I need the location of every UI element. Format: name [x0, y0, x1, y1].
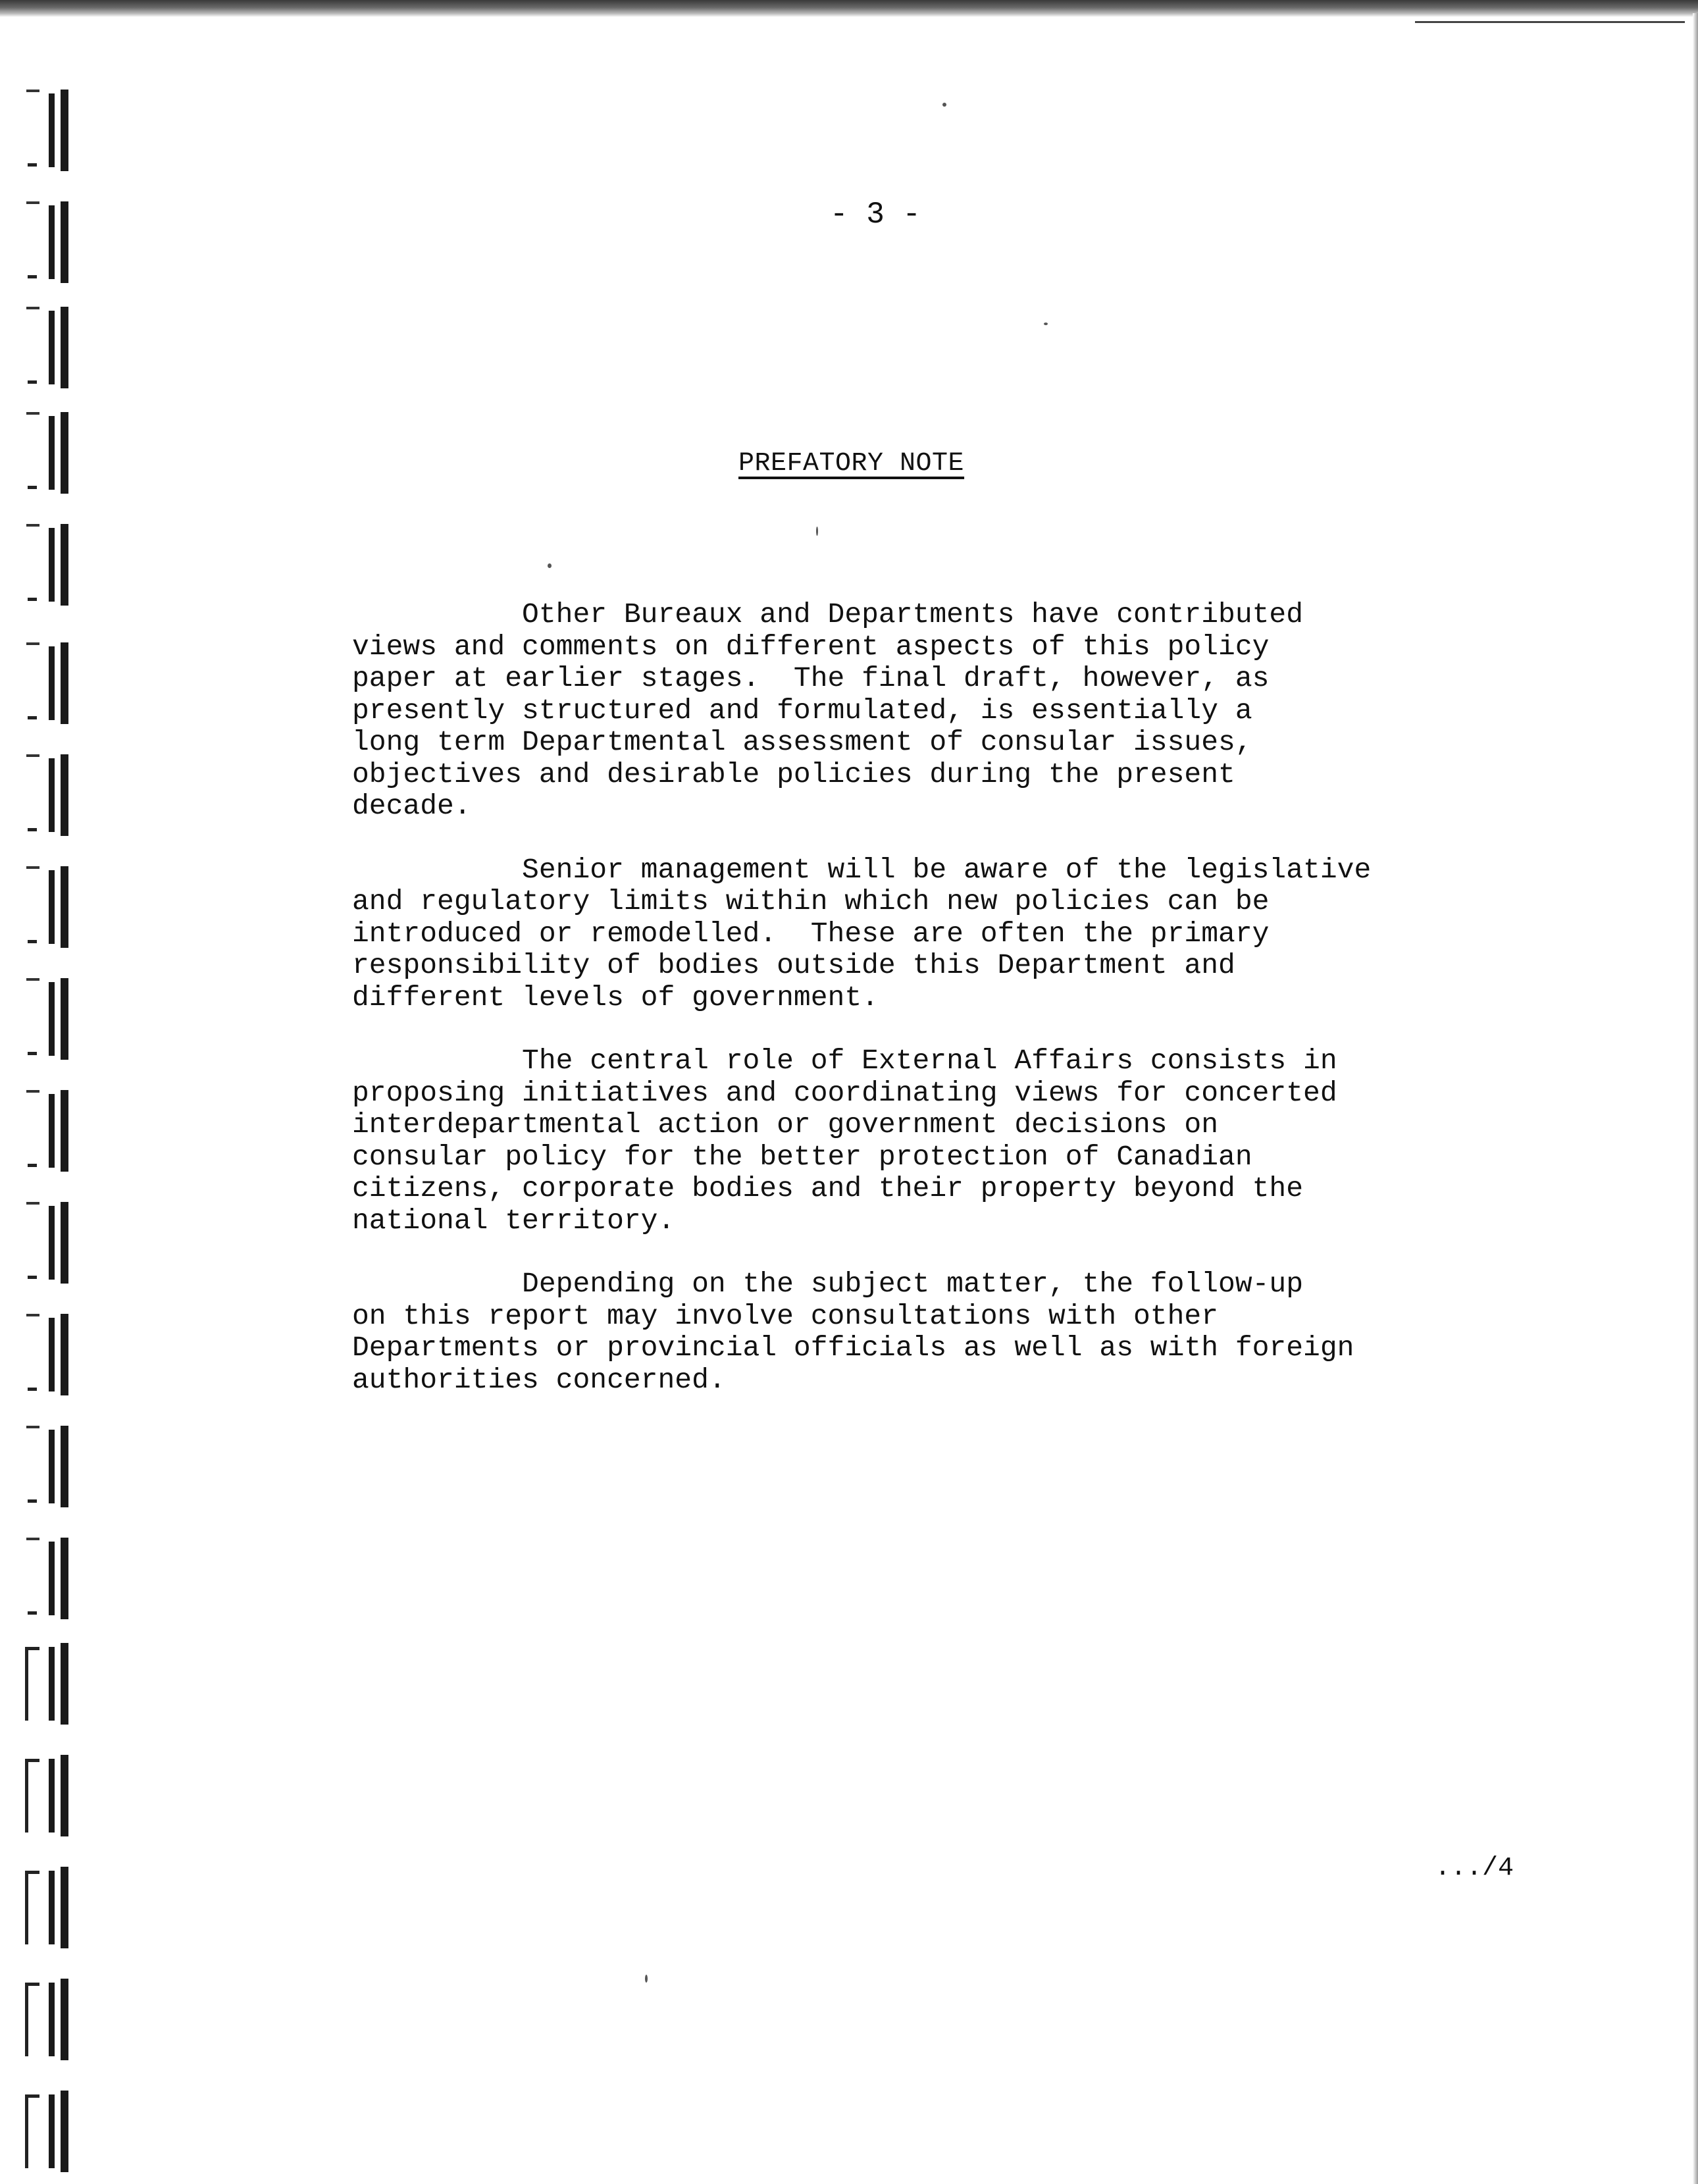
binding-hole [20, 1079, 79, 1178]
binding-hole [20, 1303, 79, 1402]
body-text [352, 599, 1510, 1428]
binding-hole [20, 632, 79, 731]
scan-speck [1044, 323, 1048, 325]
scan-top-edge [0, 0, 1698, 17]
scan-speck [942, 103, 946, 107]
paragraph-2: Senior management will be aware of the legislative and regulatory limits within which new policies can be introduced or remodelled. These are often the primary responsibility of bodies outside this Department and different levels of government. [352, 853, 1372, 1014]
binding-hole [20, 1415, 79, 1514]
paragraph-1: Other Bureaux and Departments have contributed views and comments on different aspects of this policy paper at earlier stages. The final draft, however, as presently structured and formulated, is essentially a long term Departmental assessment of consular issues, objectives and desirable policies during the present decade. [352, 598, 1304, 822]
binding-hole [20, 1191, 79, 1290]
binding-hole [20, 191, 79, 290]
binding-hole [20, 402, 79, 500]
binding-hole [20, 79, 79, 178]
scan-speck [645, 1975, 648, 1983]
scan-speck [816, 527, 818, 536]
binding-hole [20, 513, 79, 612]
binding-strip [0, 26, 86, 2184]
binding-hole [20, 856, 79, 954]
binding-hole [20, 1527, 79, 1626]
binding-hole [20, 1632, 79, 1731]
continuation-marker: .../4 [1435, 1854, 1514, 1883]
binding-hole [20, 296, 79, 395]
binding-hole [20, 968, 79, 1066]
scan-top-rule [1415, 21, 1685, 23]
binding-hole [20, 1856, 79, 1955]
binding-hole [20, 1968, 79, 2067]
scan-speck [548, 563, 552, 568]
paragraph-4: Depending on the subject matter, the follow-up on this report may involve consultations with other Departments or provincial officials as well as with foreign authorities concerned. [352, 1268, 1354, 1396]
binding-hole [20, 1744, 79, 1843]
binding-hole [20, 744, 79, 843]
paragraph-3: The central role of External Affairs consists in proposing initiatives and coordinating views for concerted interdepartmental action or government decisions on consular policy for the better protection of Canadian citizens, corporate bodies and their property beyond the national territory. [352, 1045, 1337, 1237]
binding-hole [20, 2080, 79, 2179]
scan-right-edge [1693, 13, 1698, 2184]
page-number: - 3 - [829, 197, 921, 232]
document-title: PREFATORY NOTE [738, 449, 965, 479]
